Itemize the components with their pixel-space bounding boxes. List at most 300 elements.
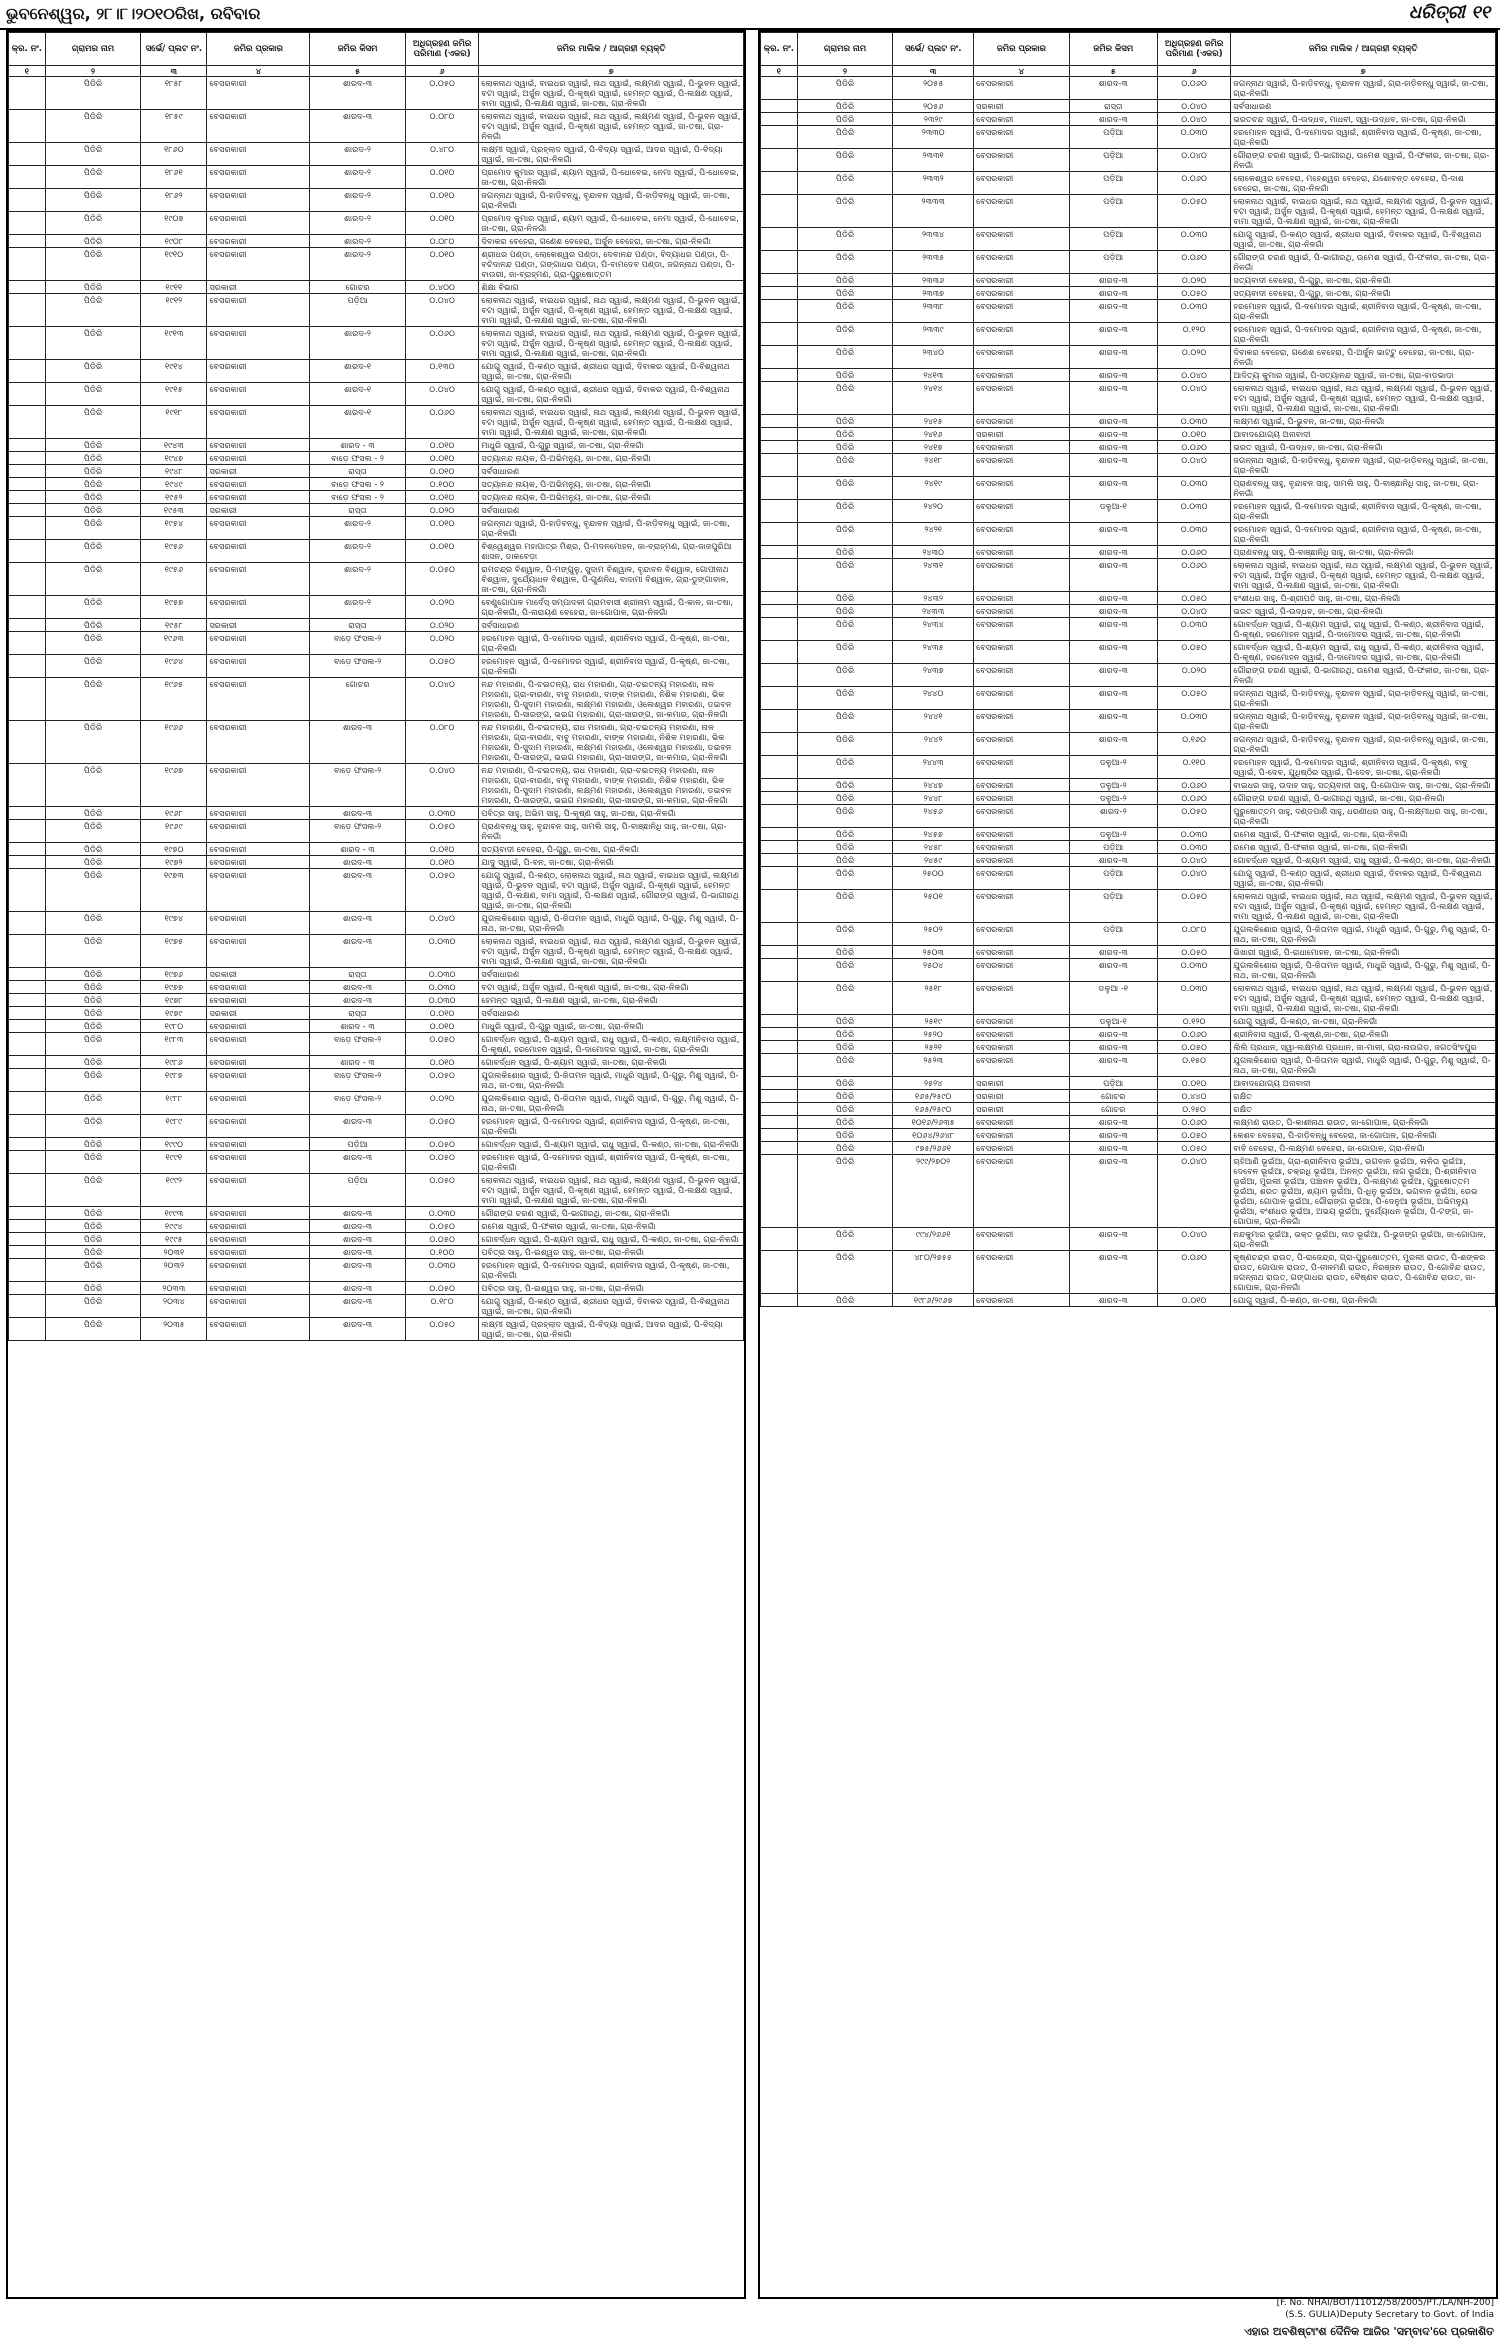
area-cell: ୦.୧୦୦ xyxy=(405,478,479,491)
owner-cell: ବଟା ସ୍ୱାଇଁ, ଅର୍ଜୁନ ସ୍ୱାଇଁ, ପି-କୃଷ୍ଣ ସ୍ୱାଇଁ, ଜା-ତଷା, ଗ୍ରା-ନିଳଗାଁ xyxy=(479,981,744,994)
table-row xyxy=(9,1295,744,1318)
land-type-cell: ସରକାରୀ xyxy=(974,1103,1070,1116)
plot-cell: ୨୫୨୦ xyxy=(893,1028,974,1041)
table-row xyxy=(761,592,1496,605)
owner-cell: ଲୋକନାଥ ସ୍ୱାଇଁ, ବାଇଧର ସ୍ୱାଇଁ, ନାଥ ସ୍ୱାଇଁ, ଲକ୍ଷ୍ମଣ ସ୍ୱାଇଁ, ପି-ଭୁବନ ସ୍ୱାଇଁ, ବଟା ସ୍ୱାଇଁ, ଅର୍ଜୁନ ସ୍ୱାଇଁ, ପି-କୃଷ୍ଣ ସ୍ୱାଇଁ, ହେମନ୍ତ ସ୍ୱାଇଁ, ଜା-ତଷା, ଗ୍ରା-ନିଳଗାଁ xyxy=(479,110,744,143)
table-row xyxy=(761,126,1496,149)
kisam-cell: ଶାରଦ-୩ xyxy=(310,721,406,764)
table-row xyxy=(9,596,744,619)
table-row xyxy=(761,890,1496,923)
village-cell: ପିଡିରି xyxy=(797,664,893,687)
area-cell: ୦.୧୮୦ xyxy=(405,1295,479,1318)
table-row xyxy=(761,415,1496,428)
area-cell: ୦.୧୫୦ xyxy=(1157,1054,1231,1077)
area-cell: ୦.୨୫୦ xyxy=(1157,1103,1231,1116)
area-cell: ୦.୦୫୦ xyxy=(405,1282,479,1295)
village-cell: ପିଡିରି xyxy=(45,504,141,517)
table-row xyxy=(9,1259,744,1282)
area-cell: ୦.୦୪୦ xyxy=(1157,382,1231,415)
area-cell: ୦.୦୫୦ xyxy=(1157,195,1231,228)
area-cell: ୦.୦୫୦ xyxy=(1157,1041,1231,1054)
land-type-cell: ବେସରକାରୀ xyxy=(974,300,1070,323)
table-row xyxy=(761,149,1496,172)
land-type-cell: ବେସରକାରୀ xyxy=(207,1092,310,1115)
table-row xyxy=(9,383,744,406)
plot-cell: ୨୪୫୯ xyxy=(893,854,974,867)
kisam-cell: ଶାରଦ-୩ xyxy=(1069,1041,1157,1054)
kisam-cell: ପଡ଼ିଆ xyxy=(1069,149,1157,172)
table-row xyxy=(9,619,744,632)
kisam-cell: ଶାରଦ-୧ xyxy=(310,360,406,383)
village-cell: ପିଡିରି xyxy=(797,592,893,605)
serial-cell xyxy=(761,1028,798,1041)
kisam-cell: ଶାରଦ-୩ xyxy=(310,807,406,820)
owner-cell: ବାବି ବେହେରା, ପି-ଲକ୍ଷ୍ମଣ ବେହେରା, ଜା-ଗୋପାଳ, ଗ୍ରା-ନିଳଗାଁ xyxy=(1231,1142,1496,1155)
kisam-cell: ବାଡ଼େ ଫସଲ - ୨ xyxy=(310,452,406,465)
land-type-cell: ବେସରକାରୀ xyxy=(974,477,1070,500)
village-cell: ପିଡିରି xyxy=(45,327,141,360)
col-number: ୬ xyxy=(405,66,479,77)
land-type-cell: ବେସରକାରୀ xyxy=(207,248,310,281)
col-header-plot: ସର୍ଭେ/ ପ୍ଲଟ ନଂ. xyxy=(893,33,974,66)
table-row xyxy=(761,1054,1496,1077)
owner-cell: ଗୌରାଙ୍ଗ ଚରଣ ସ୍ୱାଇଁ, ପି-ଭାଗୀରଥି, ଜା-ତଷା, ଗ୍ରା-ନିଳଗାଁ xyxy=(479,1207,744,1220)
serial-cell xyxy=(761,274,798,287)
col-header-owner: ଜମିର ମାଲିକ / ଆଗ୍ରହୀ ବ୍ୟକ୍ତି xyxy=(479,33,744,66)
village-cell: ପିଡିରି xyxy=(45,764,141,807)
kisam-cell: ଶାରଦ-୩ xyxy=(310,1295,406,1318)
area-cell: ୦.୦୩୦ xyxy=(405,807,479,820)
village-cell: ପିଡିରି xyxy=(45,981,141,994)
serial-cell xyxy=(761,300,798,323)
land-type-cell: ବେସରକାରୀ xyxy=(207,1220,310,1233)
owner-cell: ପବିତ୍ର ସାହୁ, ଅଭିମ ସାହୁ, ପି-କୃଷ୍ଣ ସାହୁ, ଜା-ତଷା, ଗ୍ରା-ନିଳଗାଁ xyxy=(479,807,744,820)
table-row xyxy=(9,327,744,360)
owner-cell: ଭିଖାରୀ ସ୍ୱାଇଁ, ପି-ରାଧାମୋହନ, ଜା-ତଷା, ଗ୍ରା-ନିଳଗାଁ xyxy=(1231,946,1496,959)
plot-cell: ୨୪୩୦ xyxy=(893,546,974,559)
table-row xyxy=(9,655,744,678)
land-type-cell: ବେସରକାରୀ xyxy=(974,523,1070,546)
table-row xyxy=(761,1028,1496,1041)
table-row xyxy=(761,1041,1496,1054)
serial-cell xyxy=(9,1151,46,1174)
serial-cell xyxy=(761,428,798,441)
kisam-cell: ଡଳୁଆ-୨ xyxy=(1069,792,1157,805)
plot-cell: ୨୪୧୮ xyxy=(893,454,974,477)
kisam-cell: ଶାରଦ-୨ xyxy=(310,166,406,189)
kisam-cell: ଡଳୁଆ-୨ xyxy=(1069,779,1157,792)
plot-cell: ୨୦୩୧ xyxy=(141,1246,207,1259)
owner-cell: ରକ୍ଷିତ xyxy=(1231,1103,1496,1116)
land-type-cell: ବେସରକାରୀ xyxy=(207,678,310,721)
kisam-cell: ରାସ୍ତା xyxy=(310,968,406,981)
kisam-cell: ବାଡ଼େ ଫସଲ-୨ xyxy=(310,1033,406,1056)
area-cell: ୦.୦୪୦ xyxy=(1157,100,1231,113)
land-type-cell: ବେସରକାରୀ xyxy=(207,1233,310,1246)
serial-cell xyxy=(761,959,798,982)
village-cell: ପିଡିରି xyxy=(797,923,893,946)
serial-cell xyxy=(761,195,798,228)
area-cell: ୦.୦୪୦ xyxy=(1157,369,1231,382)
plot-cell: ୪୮୦/୨୭୫୫ xyxy=(893,1251,974,1294)
village-cell: ପିଡିରି xyxy=(797,428,893,441)
plot-cell: ୧୬୫/୨୫୯୦ xyxy=(893,1090,974,1103)
plot-cell: ୧୯୬୭ xyxy=(141,764,207,807)
col-number: ୩ xyxy=(141,66,207,77)
table-row xyxy=(9,935,744,968)
plot-cell: ୧୯୦୭ xyxy=(141,212,207,235)
owner-cell: ଯୋଗୁ ସ୍ୱାଇଁ, ପି-କଣ୍ଠ ସ୍ୱାଇଁ, ଶ୍ରୀଧର ସ୍ୱାଇଁ, ଦିବାକର ସ୍ୱାଇଁ, ପି-ବିଶ୍ୱନାଥ ସ୍ୱାଇଁ, ଜା-ତଷା, ଗ୍ରା-ନିଳଗାଁ xyxy=(479,1295,744,1318)
owner-cell: ଗୋବର୍ଦ୍ଧନ ସ୍ୱାଇଁ, ପି-ଶ୍ୟାମ ସ୍ୱାଇଁ, ଜା-ତଷା, ଗ୍ରା-ନିଳଗାଁ xyxy=(479,1056,744,1069)
village-cell: ପିଡିରି xyxy=(797,454,893,477)
plot-cell: ୨୩୪୦ xyxy=(893,346,974,369)
serial-cell xyxy=(761,346,798,369)
serial-cell xyxy=(9,1174,46,1207)
kisam-cell: ବାଡ଼େ ଫସଲ-୨ xyxy=(310,655,406,678)
village-cell: ପିଡିରି xyxy=(797,500,893,523)
col-header-area: ଅଧିଗ୍ରହଣ ଜମିର ପରିମାଣ (ଏକର) xyxy=(1157,33,1231,66)
village-cell: ପିଡିରି xyxy=(45,1151,141,1174)
land-type-cell: ବେସରକାରୀ xyxy=(974,559,1070,592)
serial-cell xyxy=(761,149,798,172)
area-cell: ୦.୦୬୦ xyxy=(1157,172,1231,195)
plot-cell: ୨୦୩୩ xyxy=(141,1282,207,1295)
table-row xyxy=(761,1142,1496,1155)
table-row xyxy=(9,248,744,281)
area-cell: ୦.୦୮୦ xyxy=(1157,923,1231,946)
kisam-cell: ଡଳୁଆ-୧ xyxy=(1069,1015,1157,1028)
village-cell: ପିଡିରି xyxy=(45,406,141,439)
land-type-cell: ବେସରକାରୀ xyxy=(974,1028,1070,1041)
serial-cell xyxy=(9,294,46,327)
owner-cell: ଯୁଗଲକିଶୋର ସ୍ୱାଇଁ, ପି-ଜିତାମନ ସ୍ୱାଇଁ, ମାଧୁରି ସ୍ୱାଇଁ, ପି-ଗୁରୁ, ମିଶୁ ସ୍ୱାଇଁ, ପି-ନାଥ, ଜା-ତଷା, ଗ୍ରା-ନିଳଗାଁ xyxy=(1231,1054,1496,1077)
village-cell: ପିଡିରି xyxy=(45,143,141,166)
area-cell: ୦.୦୨୦ xyxy=(405,632,479,655)
owner-cell: ଜଗନ୍ନାଥ ସ୍ୱାଇଁ, ପି-ହାଡ଼ିବନ୍ଧୁ, ବୃନ୍ଦାବନ ସ୍ୱାଇଁ, ଗ୍ରା-ହାଡ଼ିବନ୍ଧୁ ସ୍ୱାଇଁ, ଜା-ତଷା, ଗ୍ରା-ନିଳଗାଁ xyxy=(1231,77,1496,100)
table-row xyxy=(761,523,1496,546)
serial-cell xyxy=(9,1092,46,1115)
table-row xyxy=(761,805,1496,828)
serial-cell xyxy=(761,779,798,792)
kisam-cell: ଶାରଦ-୩ xyxy=(1069,113,1157,126)
area-cell: ୦.୧୨୦ xyxy=(1157,323,1231,346)
right-land-table xyxy=(758,30,1498,2299)
kisam-cell: ଶାରଦ-୩ xyxy=(1069,77,1157,100)
village-cell: ପିଡିରି xyxy=(45,1174,141,1207)
kisam-cell: ଶାରଦ-୩ xyxy=(1069,946,1157,959)
land-type-cell: ବେସରକାରୀ xyxy=(974,1054,1070,1077)
village-cell: ପିଡିରି xyxy=(45,248,141,281)
village-cell: ପିଡିରି xyxy=(797,172,893,195)
land-acquisition-table-left xyxy=(8,32,744,1341)
plot-cell: ୧୦୬୪/୨୬୪୮ xyxy=(893,1129,974,1142)
serial-cell xyxy=(761,1294,798,1307)
area-cell: ୦.୦୧୦ xyxy=(405,212,479,235)
owner-cell: ରମେଶ ସ୍ୱାଇଁ, ପି-ଫକୀର ସ୍ୱାଇଁ, ଜା-ତଷା, ଗ୍ରା-ନିଳଗାଁ xyxy=(1231,841,1496,854)
kisam-cell: ଶାରଦ-୩ xyxy=(1069,1028,1157,1041)
area-cell: ୦.୦୩୦ xyxy=(1157,300,1231,323)
land-type-cell: ସରକାରୀ xyxy=(974,1077,1070,1090)
land-type-cell: ବେସରକାରୀ xyxy=(207,981,310,994)
area-cell: ୦.୦୫୦ xyxy=(405,1033,479,1056)
area-cell: ୦.୦୪୦ xyxy=(1157,605,1231,618)
land-type-cell: ବେସରକାରୀ xyxy=(974,195,1070,228)
plot-cell: ୧୮୫୮ xyxy=(141,77,207,110)
kisam-cell: ଶାରଦ-୨ xyxy=(310,540,406,563)
area-cell: ୦.୦୨୦ xyxy=(1157,346,1231,369)
kisam-cell: ଶାରଦ-୨ xyxy=(310,235,406,248)
village-cell: ପିଡିରି xyxy=(45,517,141,540)
serial-cell xyxy=(761,828,798,841)
land-type-cell: ବେସରକାରୀ xyxy=(207,1174,310,1207)
owner-cell: ଗୌରାଙ୍ଗ ଚରଣ ସ୍ୱାଇଁ, ପି-ଭାଗୀରଥି, ଉମେଶ ସ୍ୱାଇଁ, ପି-ଫକୀର, ଜା-ତଷା, ଗ୍ରା-ନିଳଗାଁ xyxy=(1231,664,1496,687)
area-cell: ୦.୦୪୦ xyxy=(1157,1155,1231,1228)
col-number: ୫ xyxy=(1069,66,1157,77)
land-type-cell: ବେସରକାରୀ xyxy=(207,869,310,912)
kisam-cell: ଶାରଦ-୩ xyxy=(310,1318,406,1341)
plot-cell: ୧୯୭୫ xyxy=(141,935,207,968)
land-type-cell: ବେସରକାରୀ xyxy=(207,563,310,596)
serial-cell xyxy=(761,641,798,664)
village-cell: ପିଡିରି xyxy=(797,382,893,415)
table-row xyxy=(9,143,744,166)
village-cell: ପିଡିରି xyxy=(45,478,141,491)
land-type-cell: ସରକାରୀ xyxy=(207,465,310,478)
land-type-cell: ବେସରକାରୀ xyxy=(974,500,1070,523)
table-header-row xyxy=(761,33,1496,66)
land-type-cell: ବେସରକାରୀ xyxy=(974,779,1070,792)
table-row xyxy=(761,841,1496,854)
area-cell: ୦.୦୧୦ xyxy=(1157,1077,1231,1090)
land-type-cell: ବେସରକାରୀ xyxy=(207,1069,310,1092)
plot-cell: ୧୯୭୭ xyxy=(141,981,207,994)
serial-cell xyxy=(9,981,46,994)
owner-cell: ସତ୍ୟବାଦୀ ବେହେରା, ପି-ଗୁରୁ, ଜା-ତଷା, ଗ୍ରା-ନିଳଗାଁ xyxy=(479,843,744,856)
owner-cell: ହରମୋହନ ସ୍ୱାଇଁ, ପି-ଦମୋଦର ସ୍ୱାଇଁ, ଶ୍ରୀନିବାସ ସ୍ୱାଇଁ, ପି-କୃଷ୍ଣ, ଜା-ତଷା, ଗ୍ରା-ନିଳଗାଁ xyxy=(1231,523,1496,546)
village-cell: ପିଡିରି xyxy=(797,1041,893,1054)
area-cell: ୦.୦୬୦ xyxy=(1157,251,1231,274)
area-cell: ୦.୦୫୦ xyxy=(1157,641,1231,664)
land-type-cell: ବେସରକାରୀ xyxy=(207,1020,310,1033)
serial-cell xyxy=(9,843,46,856)
plot-cell: ୧୯୮୬/୨୯୬୭ xyxy=(893,1294,974,1307)
table-row xyxy=(761,428,1496,441)
owner-cell: ସର୍ବସାଧାରଣ xyxy=(479,465,744,478)
area-cell: ୦.୦୬୦ xyxy=(1157,559,1231,592)
col-number: ୧ xyxy=(9,66,46,77)
owner-cell: ଶ୍ରୀନିବାସ ସ୍ୱାଇଁ, ପି-କୃଷ୍ଣ,ଜା-ତଷା, ଗ୍ରା-ନିଳଗାଁ xyxy=(1231,1028,1496,1041)
serial-cell xyxy=(9,1220,46,1233)
serial-cell xyxy=(9,1056,46,1069)
land-type-cell: ବେସରକାରୀ xyxy=(974,454,1070,477)
serial-cell xyxy=(9,1007,46,1020)
land-type-cell: ବେସରକାରୀ xyxy=(207,406,310,439)
serial-cell xyxy=(761,559,798,592)
plot-cell: ୧୯୮୦ xyxy=(141,1020,207,1033)
land-type-cell: ବେସରକାରୀ xyxy=(207,110,310,143)
land-type-cell: ସରକାରୀ xyxy=(974,428,1070,441)
table-row xyxy=(9,1282,744,1295)
owner-cell: ଭରତ ସ୍ୱାଇଁ, ପି-ଉଦ୍ଧବ, ଜା-ତଷା, ଗ୍ରା-ନିଳଗାଁ xyxy=(1231,441,1496,454)
owner-cell: ବାଇଧର ସାହୁ, ଉଦାହ ସାହୁ, ସତ୍ୟବାଦୀ ସାହୁ, ପି-ଗୋପାଳ ସାହୁ, ଜା-ତଷା, ଗ୍ରା-ନିଳଗାଁ xyxy=(1231,779,1496,792)
serial-cell xyxy=(9,281,46,294)
kisam-cell: ଶାରଦ-୩ xyxy=(310,1259,406,1282)
plot-cell: ୧୯୧୨ xyxy=(141,294,207,327)
owner-cell: ହରମୋହନ ସ୍ୱାଇଁ, ପି-ଦମୋଦର ସ୍ୱାଇଁ, ଶ୍ରୀନିବାସ ସ୍ୱାଇଁ, ପି-କୃଷ୍ଣ, ଜା-ତଷା, ଗ୍ରା-ନିଳଗାଁ xyxy=(479,655,744,678)
area-cell: ୦.୪୪୦ xyxy=(1157,1090,1231,1103)
plot-cell: ୨୪୪୮ xyxy=(893,792,974,805)
table-row xyxy=(761,867,1496,890)
owner-cell: ଜଗନ୍ନାଥ ସ୍ୱାଇଁ, ପି-ହାଡ଼ିବନ୍ଧୁ, ବୃନ୍ଦାବନ ସ୍ୱାଇଁ, ଗ୍ରା-ହାଡ଼ିବନ୍ଧୁ ସ୍ୱାଇଁ, ଜା-ତଷା, ଗ୍ରା-ନିଳଗାଁ xyxy=(1231,710,1496,733)
table-row xyxy=(9,439,744,452)
kisam-cell: ଶାରଦ-୩ xyxy=(310,912,406,935)
land-type-cell: ବେସରକାରୀ xyxy=(974,1041,1070,1054)
plot-cell: ୧୯୪୮ xyxy=(141,465,207,478)
serial-cell xyxy=(9,1259,46,1282)
table-row xyxy=(761,710,1496,733)
table-row xyxy=(9,189,744,212)
serial-cell xyxy=(761,113,798,126)
village-cell: ପିଡିରି xyxy=(797,1228,893,1251)
plot-cell: ୧୯୧୪ xyxy=(141,360,207,383)
village-cell: ପିଡିରି xyxy=(45,465,141,478)
plot-cell: ୨୪୩୨ xyxy=(893,592,974,605)
area-cell: ୦.୦୮୦ xyxy=(405,110,479,143)
owner-cell: ବେଣୁଗୋପାଳ ମାର୍ଦେସ୍ ସମ୍ପାଦକୀ ଗ୍ରାମବାସୀ ଶ୍ରୀନାମ ସ୍ୱାଇଁ, ପି-କାଳ, ଜା-ତଷା, ଗ୍ରା-ନିଳଗାଁ, ପି-ନାରାୟଣ ବେହେରା, ଜା-ଗୋପାଳ, ଗ୍ରା-ନିଳଗାଁ xyxy=(479,596,744,619)
plot-cell: ୧୯୫୬ xyxy=(141,563,207,596)
land-type-cell: ବେସରକାରୀ xyxy=(207,655,310,678)
area-cell: ୦.୦୫୦ xyxy=(405,77,479,110)
serial-cell xyxy=(761,500,798,523)
land-type-cell: ସରକାରୀ xyxy=(207,619,310,632)
owner-cell: ଯୋଗୁ ସ୍ୱାଇଁ, ପି-କଣ୍ଠ ସ୍ୱାଇଁ, ଶ୍ରୀଧର ସ୍ୱାଇଁ, ଦିବାକର ସ୍ୱାଇଁ, ପି-ବିଶ୍ୱନାଥ ସ୍ୱାଇଁ, ଜା-ତଷା, ଗ୍ରା-ନିଳଗାଁ xyxy=(479,360,744,383)
village-cell: ପିଡିରି xyxy=(797,300,893,323)
serial-cell xyxy=(761,1054,798,1077)
land-type-cell: ବେସରକାରୀ xyxy=(207,820,310,843)
owner-cell: ଲୋକନାଥ ସ୍ୱାଇଁ, ବାଇଧର ସ୍ୱାଇଁ, ନାଥ ସ୍ୱାଇଁ, ଲକ୍ଷ୍ମଣ ସ୍ୱାଇଁ, ପି-ଭୁବନ ସ୍ୱାଇଁ, ବଟା ସ୍ୱାଇଁ, ଅର୍ଜୁନ ସ୍ୱାଇଁ, ପି-କୃଷ୍ଣ ସ୍ୱାଇଁ, ହେମନ୍ତ ସ୍ୱାଇଁ, ପି-ଲକ୍ଷଣ ସ୍ୱାଇଁ, ବାମା ସ୍ୱାଇଁ, ପି-ଲକ୍ଷଣ ସ୍ୱାଇଁ, ଜା-ତଷା, ଗ୍ରା-ନିଳଗାଁ xyxy=(1231,559,1496,592)
col-number: ୪ xyxy=(207,66,310,77)
serial-cell xyxy=(9,1282,46,1295)
land-type-cell: ବେସରକାରୀ xyxy=(207,212,310,235)
area-cell: ୦.୦୩୦ xyxy=(1157,841,1231,854)
owner-cell: ଲୋକନାଥ ସ୍ୱାଇଁ, ବାଇଧର ସ୍ୱାଇଁ, ନାଥ ସ୍ୱାଇଁ, ଲକ୍ଷ୍ମଣ ସ୍ୱାଇଁ, ପି-ଭୁବନ ସ୍ୱାଇଁ, ବଟା ସ୍ୱାଇଁ, ଅର୍ଜୁନ ସ୍ୱାଇଁ, ପି-କୃଷ୍ଣ ସ୍ୱାଇଁ, ହେମନ୍ତ ସ୍ୱାଇଁ, ପି-ଲକ୍ଷଣ ସ୍ୱାଇଁ, ବାମା ସ୍ୱାଇଁ, ପି-ଲକ୍ଷଣ ସ୍ୱାଇଁ, ଜା-ତଷା, ଗ୍ରା-ନିଳଗାଁ xyxy=(479,406,744,439)
kisam-cell: ରାସ୍ତା xyxy=(310,619,406,632)
village-cell: ପିଡିରି xyxy=(797,890,893,923)
kisam-cell: ଶାରଦ-୩ xyxy=(1069,369,1157,382)
area-cell: ୦.୦୪୦ xyxy=(405,678,479,721)
owner-cell: ହରମୋହନ ସ୍ୱାଇଁ, ପି-ଦମୋଦର ସ୍ୱାଇଁ, ଶ୍ରୀନିବାସ ସ୍ୱାଇଁ, ପି-କୃଷ୍ଣ, ଜା-ତଷା, ଗ୍ରା-ନିଳଗାଁ xyxy=(1231,500,1496,523)
owner-cell: ଲକ୍ଷ୍ମଣ ରାଉତ, ପି-କାଶୀନାଥ ରାଉତ, ଜା-ଗୋପାଳ, ଗ୍ରା-ନିଳଗାଁ xyxy=(1231,1116,1496,1129)
owner-cell: ନନ୍ଦ ମହାରଣା, ପି-ଚଇତନ୍ୟ, ରାଧ ମହାରଣା, ଗ୍ରା-ଚଇତନ୍ୟ ମହାରଣା, ନାଳ ମହାରଣା, ଗ୍ରା-ବାରଣା, ବାବୁ ମହାରଣା, ବାଙ୍କ ମହାରଣା, ନିଶିକ ମହାରଣା, ଭିକ ମହାରଣା, ପି-ସୁଦାମ ମହାରଣା, ଲକ୍ଷ୍ମଣ ମହାରଣା, ଓଲେଶ୍ୱର ମହାରଣା, ଡଇବନ ମହାରଣା, ପି-ସାରଙ୍ଗ, ଭଇଗ ମହାରଣା, ଗ୍ରା-ସାରଙ୍ଗ, ଜା-କମାର, ଗ୍ରା-ନିଳଗାଁ xyxy=(479,678,744,721)
owner-cell: ମାଧୁରି ସ୍ୱାଇଁ, ପି-ଗୁରୁ ସ୍ୱାଇଁ, ଜା-ତଷା, ଗ୍ରା-ନିଳଗାଁ xyxy=(479,1020,744,1033)
land-type-cell: ସରକାରୀ xyxy=(207,504,310,517)
serial-cell xyxy=(9,465,46,478)
serial-cell xyxy=(9,1246,46,1259)
table-row xyxy=(9,843,744,856)
kisam-cell: ବାଡ଼େ ଫସଲ-୨ xyxy=(310,632,406,655)
plot-cell: ୧୯୬୩ xyxy=(141,632,207,655)
table-row xyxy=(9,807,744,820)
owner-cell: ଦିବାକର ବେହେରା, ଗଣେଶ ବେହେରା, ପି-ଅର୍ଜୁନ ଭାଟ୍ଟୁ ବେହେରା, ଜା-ତଷା, ଗ୍ରା-ନିଳଗାଁ xyxy=(1231,346,1496,369)
village-cell: ପିଡିରି xyxy=(797,1028,893,1041)
owner-cell: ଲୋକନାଥ ସ୍ୱାଇଁ, ବାଇଧର ସ୍ୱାଇଁ, ନାଥ ସ୍ୱାଇଁ, ଲକ୍ଷ୍ମଣ ସ୍ୱାଇଁ, ପି-ଭୁବନ ସ୍ୱାଇଁ, ବଟା ସ୍ୱାଇଁ, ଅର୍ଜୁନ ସ୍ୱାଇଁ, ପି-କୃଷ୍ଣ ସ୍ୱାଇଁ, ହେମନ୍ତ ସ୍ୱାଇଁ, ପି-ଲକ୍ଷଣ ସ୍ୱାଇଁ, ବାମା ସ୍ୱାଇଁ, ପି-ଲକ୍ଷଣ ସ୍ୱାଇଁ, ଜା-ତଷା, ଗ୍ରା-ନିଳଗାଁ xyxy=(479,294,744,327)
serial-cell xyxy=(9,807,46,820)
land-type-cell: ବେସରକାରୀ xyxy=(207,596,310,619)
plot-cell: ୨୪୧୭ xyxy=(893,441,974,454)
land-type-cell: ବେସରକାରୀ xyxy=(207,1295,310,1318)
serial-cell xyxy=(761,733,798,756)
area-cell: ୦.୦୩୦ xyxy=(405,1207,479,1220)
kisam-cell: ଡଳୁଆ -୧ xyxy=(1069,982,1157,1015)
owner-cell: ହେମନ୍ତ ସ୍ୱାଇଁ, ପି-ଲକ୍ଷଣ ସ୍ୱାଇଁ, ଜା-ତଷା, ଗ୍ରା-ନିଳଗାଁ xyxy=(479,994,744,1007)
kisam-cell: ବାଡ଼େ ଫସଲ-୨ xyxy=(310,820,406,843)
owner-cell: ପ୍ରାଣବନ୍ଧୁ ସାହୁ, ବୃନ୍ଦାବନ ସାହୁ, ସାମଲି ସାହୁ, ପି-ବାଞ୍ଛାନିଧି ସାହୁ, ଜା-ତଷା, ଗ୍ରା-ନିଳଗାଁ xyxy=(1231,477,1496,500)
area-cell: ୦.୦୧୦ xyxy=(405,452,479,465)
area-cell: ୦.୦୬୦ xyxy=(1157,779,1231,792)
owner-cell: ଭରତଚନ୍ଦ ସ୍ୱାଇଁ, ପି-ଉଦ୍ଧବ, ମାଧବୀ, ସ୍ୱା-ଉଦ୍ଧବ, ଜା-ତଷା, ଗ୍ରା-ନିଳଗାଁ xyxy=(1231,113,1496,126)
area-cell: ୦.୦୧୦ xyxy=(405,856,479,869)
col-number: ୭ xyxy=(1231,66,1496,77)
table-row xyxy=(761,1103,1496,1116)
area-cell: ୦.୦୫୦ xyxy=(405,820,479,843)
owner-cell: ହରମୋହନ ସ୍ୱାଇଁ, ପି-ଦମୋଦର ସ୍ୱାଇଁ, ଶ୍ରୀନିବାସ ସ୍ୱାଇଁ, ପି-କୃଷ୍ଣ, ବାବୁ ସ୍ୱାଇଁ, ପି-ଦେବ, ଯୁଧିଷ୍ଠିର ସ୍ୱାଇଁ, ପି-ଦେବ, ଜା-ତଷା, ଗ୍ରା-ନିଳଗାଁ xyxy=(1231,756,1496,779)
owner-cell: ବଂଶୀଧର ସାହୁ, ପି-ଶ୍ରୀପତି ସାହୁ, ଜା-ତଷା, ଗ୍ରା-ନିଳଗାଁ xyxy=(1231,592,1496,605)
table-row xyxy=(9,1033,744,1056)
land-type-cell: ବେସରକାରୀ xyxy=(207,764,310,807)
land-type-cell: ବେସରକାରୀ xyxy=(974,1116,1070,1129)
village-cell: ପିଡିରି xyxy=(45,1246,141,1259)
village-cell: ପିଡିରି xyxy=(797,1015,893,1028)
village-cell: ପିଡିରି xyxy=(797,1090,893,1103)
table-row xyxy=(761,756,1496,779)
village-cell: ପିଡିରି xyxy=(797,149,893,172)
plot-cell: ୧୯୯୩ xyxy=(141,1207,207,1220)
land-type-cell: ସରକାରୀ xyxy=(207,968,310,981)
area-cell: ୦.୦୫୦ xyxy=(1157,687,1231,710)
land-type-cell: ବେସରକାରୀ xyxy=(207,1151,310,1174)
serial-cell xyxy=(761,890,798,923)
serial-cell xyxy=(9,327,46,360)
kisam-cell: ଶାରଦ-୩ xyxy=(310,1151,406,1174)
serial-cell xyxy=(761,1015,798,1028)
land-type-cell: ବେସରକାରୀ xyxy=(974,546,1070,559)
serial-cell xyxy=(9,248,46,281)
plot-cell: ୨୪୫୬ xyxy=(893,805,974,828)
owner-cell: ଯୁଗଲକିଶୋର ସ୍ୱାଇଁ, ପି-ଜିତାମନ ସ୍ୱାଇଁ, ମାଧୁରି ସ୍ୱାଇଁ, ପି-ଗୁରୁ, ମିଶୁ ସ୍ୱାଇଁ, ପି-ନାଥ, ଜା-ତଷା, ଗ୍ରା-ନିଳଗାଁ xyxy=(1231,923,1496,946)
plot-cell: ୨୪୪୦ xyxy=(893,687,974,710)
kisam-cell: ବାଡ଼େ ଫସଲ-୨ xyxy=(310,1092,406,1115)
owner-cell: ଶିକ୍ଷା ବିଭାଗ xyxy=(479,281,744,294)
table-row xyxy=(761,300,1496,323)
table-row xyxy=(9,994,744,1007)
owner-cell: ନନ୍ଦ ମହାରଣା, ପି-ଚଇତନ୍ୟ, ରାଧ ମହାରଣା, ଗ୍ରା-ଚଇତନ୍ୟ ମହାରଣା, ନାଳ ମହାରଣା, ଗ୍ରା-ବାରଣା, ବାବୁ ମହାରଣା, ବାଙ୍କ ମହାରଣା, ନିଶିକ ମହାରଣା, ଭିକ ମହାରଣା, ପି-ସୁଦାମ ମହାରଣା, ଲକ୍ଷ୍ମଣ ମହାରଣା, ଓଲେଶ୍ୱର ମହାରଣା, ଡଇବନ ମହାରଣା, ପି-ସାରଙ୍ଗ, ଭଇଗ ମହାରଣା, ଗ୍ରା-ସାରଙ୍ଗ, ଜା-କମାର, ଗ୍ରା-ନିଳଗାଁ xyxy=(479,721,744,764)
table-row xyxy=(761,1077,1496,1090)
area-cell: ୦.୦୧୦ xyxy=(405,1007,479,1020)
right-table-body xyxy=(761,77,1496,1307)
serial-cell xyxy=(761,126,798,149)
serial-cell xyxy=(9,1138,46,1151)
serial-cell xyxy=(9,563,46,596)
kisam-cell: ଡଳୁଆ-୧ xyxy=(1069,500,1157,523)
table-row xyxy=(9,981,744,994)
owner-cell: ଲୋକନାଥ ସ୍ୱାଇଁ, ବାଇଧର ସ୍ୱାଇଁ, ନାଥ ସ୍ୱାଇଁ, ଲକ୍ଷ୍ମଣ ସ୍ୱାଇଁ, ପି-ଭୁବନ ସ୍ୱାଇଁ, ବଟା ସ୍ୱାଇଁ, ଅର୍ଜୁନ ସ୍ୱାଇଁ, ପି-କୃଷ୍ଣ ସ୍ୱାଇଁ, ହେମନ୍ତ ସ୍ୱାଇଁ, ପି-ଲକ୍ଷଣ ସ୍ୱାଇଁ, ବାମା ସ୍ୱାଇଁ, ପି-ଲକ୍ଷଣ ସ୍ୱାଇଁ, ଜା-ତଷା, ଗ୍ରା-ନିଳଗାଁ xyxy=(1231,195,1496,228)
owner-cell: ହରମୋହନ ସ୍ୱାଇଁ, ପି-ଦମୋଦର ସ୍ୱାଇଁ, ଶ୍ରୀନିବାସ ସ୍ୱାଇଁ, ପି-କୃଷ୍ଣ, ଜା-ତଷା, ଗ୍ରା-ନିଳଗାଁ xyxy=(479,632,744,655)
village-cell: ପିଡିରି xyxy=(45,1033,141,1056)
table-row xyxy=(761,382,1496,415)
col-header-kisam: ଜମିର କିସମ xyxy=(310,33,406,66)
col-number: ୫ xyxy=(310,66,406,77)
plot-cell: ୧୯୧୧ xyxy=(141,281,207,294)
